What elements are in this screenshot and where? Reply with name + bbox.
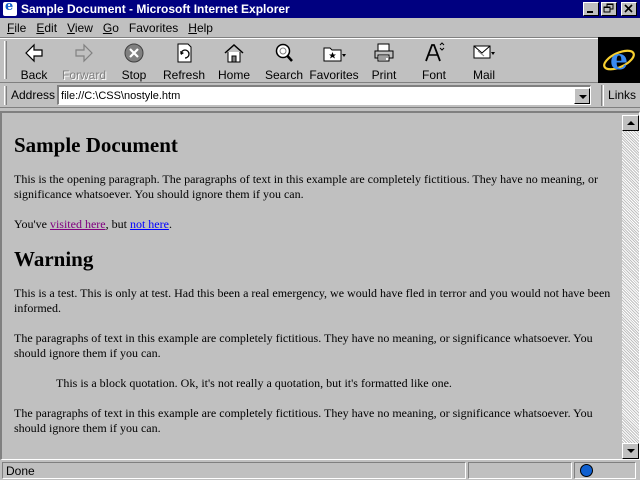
menu-edit-accel: E xyxy=(36,20,45,35)
favorites-label: Favorites xyxy=(309,68,359,82)
print-button[interactable] xyxy=(359,38,409,82)
stop-icon xyxy=(122,42,146,64)
menu-help-accel: H xyxy=(188,20,197,35)
status-bar xyxy=(0,461,640,480)
menu-go-accel: G xyxy=(102,20,113,35)
home-button[interactable] xyxy=(209,38,259,82)
status-text-panel xyxy=(2,462,466,479)
search-button[interactable] xyxy=(259,38,309,82)
menu-edit-label: dit xyxy=(44,20,58,35)
stop-label: Stop xyxy=(121,68,147,82)
printer-icon xyxy=(372,42,396,64)
refresh-button[interactable] xyxy=(159,38,209,82)
favorites-button[interactable] xyxy=(309,38,359,82)
menu-favorites[interactable] xyxy=(124,21,183,35)
favorites-folder-icon xyxy=(322,42,346,64)
links-paragraph xyxy=(14,217,612,232)
scroll-down-button[interactable] xyxy=(622,443,639,459)
scroll-up-button[interactable] xyxy=(622,115,639,131)
home-icon xyxy=(222,42,246,64)
ie-logo-icon xyxy=(601,42,637,78)
address-field[interactable] xyxy=(57,85,591,105)
font-size-icon xyxy=(422,42,446,64)
forward-button[interactable] xyxy=(59,38,109,82)
menu-edit[interactable] xyxy=(31,21,62,35)
document-body xyxy=(4,115,622,459)
menu-go[interactable] xyxy=(98,21,124,35)
address-grip[interactable] xyxy=(4,86,7,105)
address-dropdown-button[interactable] xyxy=(574,88,590,104)
address-input[interactable] xyxy=(59,88,574,104)
standard-toolbar xyxy=(0,37,598,83)
block-quotation: This is a block quotation. Ok, it's not really a quotation, but it's formatted like one. xyxy=(56,376,452,390)
menu-help[interactable] xyxy=(183,21,218,35)
back-button[interactable] xyxy=(9,38,59,82)
menu-help-label: elp xyxy=(196,20,213,35)
heading-sample-document: Sample Document xyxy=(14,133,178,157)
window-title: Sample Document - Microsoft Internet Explorer xyxy=(21,2,290,16)
visited-link[interactable]: visited here xyxy=(49,217,106,231)
search-label: Search xyxy=(264,68,304,82)
font-label: Font xyxy=(421,68,446,82)
address-label: Address xyxy=(11,88,56,102)
menu-go-label: o xyxy=(112,20,119,35)
content-frame xyxy=(0,111,640,460)
refresh-label: Refresh xyxy=(162,68,206,82)
restore-icon xyxy=(602,3,616,15)
home-label: Home xyxy=(217,68,250,82)
svg-text:e: e xyxy=(610,43,628,76)
minimize-button[interactable] xyxy=(583,2,599,16)
links-middle: , but xyxy=(105,217,130,231)
forward-arrow-icon xyxy=(72,42,96,64)
links-prefix: You've xyxy=(14,217,50,231)
ie-app-icon[interactable] xyxy=(3,2,17,16)
vertical-scrollbar[interactable] xyxy=(622,115,639,459)
toolbar-grip[interactable] xyxy=(4,41,7,79)
status-progress-panel xyxy=(468,462,572,479)
links-suffix: . xyxy=(168,217,172,231)
unvisited-link[interactable]: not here xyxy=(129,217,169,231)
search-icon xyxy=(272,42,296,64)
fictitious-paragraph: The paragraphs of text in this example are completely fictitious. They have no meaning, or significance whatsoever. You should ignore them if you can. xyxy=(14,331,593,360)
address-bar xyxy=(0,83,640,108)
back-label: Back xyxy=(20,68,48,82)
heading-warning: Warning xyxy=(14,247,94,271)
menu-file-accel: F xyxy=(7,20,15,35)
forward-label: Forward xyxy=(61,68,106,82)
close-icon xyxy=(622,3,636,15)
mail-icon xyxy=(472,42,496,64)
minimize-icon xyxy=(584,3,598,15)
restore-button[interactable] xyxy=(601,2,617,16)
fictitious-paragraph-2: The paragraphs of text in this example are completely fictitious. They have no meaning, or significance whatsoever. You should ignore them if you can. xyxy=(14,406,593,435)
zone-globe-icon xyxy=(580,464,593,477)
stop-button[interactable] xyxy=(109,38,159,82)
back-arrow-icon xyxy=(22,42,46,64)
opening-paragraph: This is the opening paragraph. The paragraphs of text in this example are completely fictitious. They have no meaning, or significance whatsoever. You should ignore them if you can. xyxy=(14,172,599,201)
status-zone-panel xyxy=(574,462,636,479)
ie-throbber-logo xyxy=(598,37,640,83)
refresh-icon xyxy=(172,42,196,64)
print-label: Print xyxy=(371,68,397,82)
menu-favorites-label: Favorites xyxy=(128,20,179,35)
warning-paragraph: This is a test. This is only at test. Had this been a real emergency, we would have fled in terror and you would not have been informed. xyxy=(14,286,611,315)
mail-label: Mail xyxy=(472,68,495,82)
links-button[interactable]: Links xyxy=(608,88,637,102)
title-bar xyxy=(0,0,640,18)
menu-view-accel: V xyxy=(67,20,75,35)
links-separator xyxy=(601,85,604,106)
close-button[interactable] xyxy=(621,2,637,16)
menu-file-label: ile xyxy=(14,20,27,35)
menu-bar xyxy=(0,18,640,37)
menu-view-label: iew xyxy=(74,20,93,35)
mail-button[interactable] xyxy=(459,38,509,82)
menu-file[interactable] xyxy=(2,21,31,35)
status-text: Done xyxy=(6,463,35,478)
font-button[interactable] xyxy=(409,38,459,82)
menu-view[interactable] xyxy=(62,21,98,35)
